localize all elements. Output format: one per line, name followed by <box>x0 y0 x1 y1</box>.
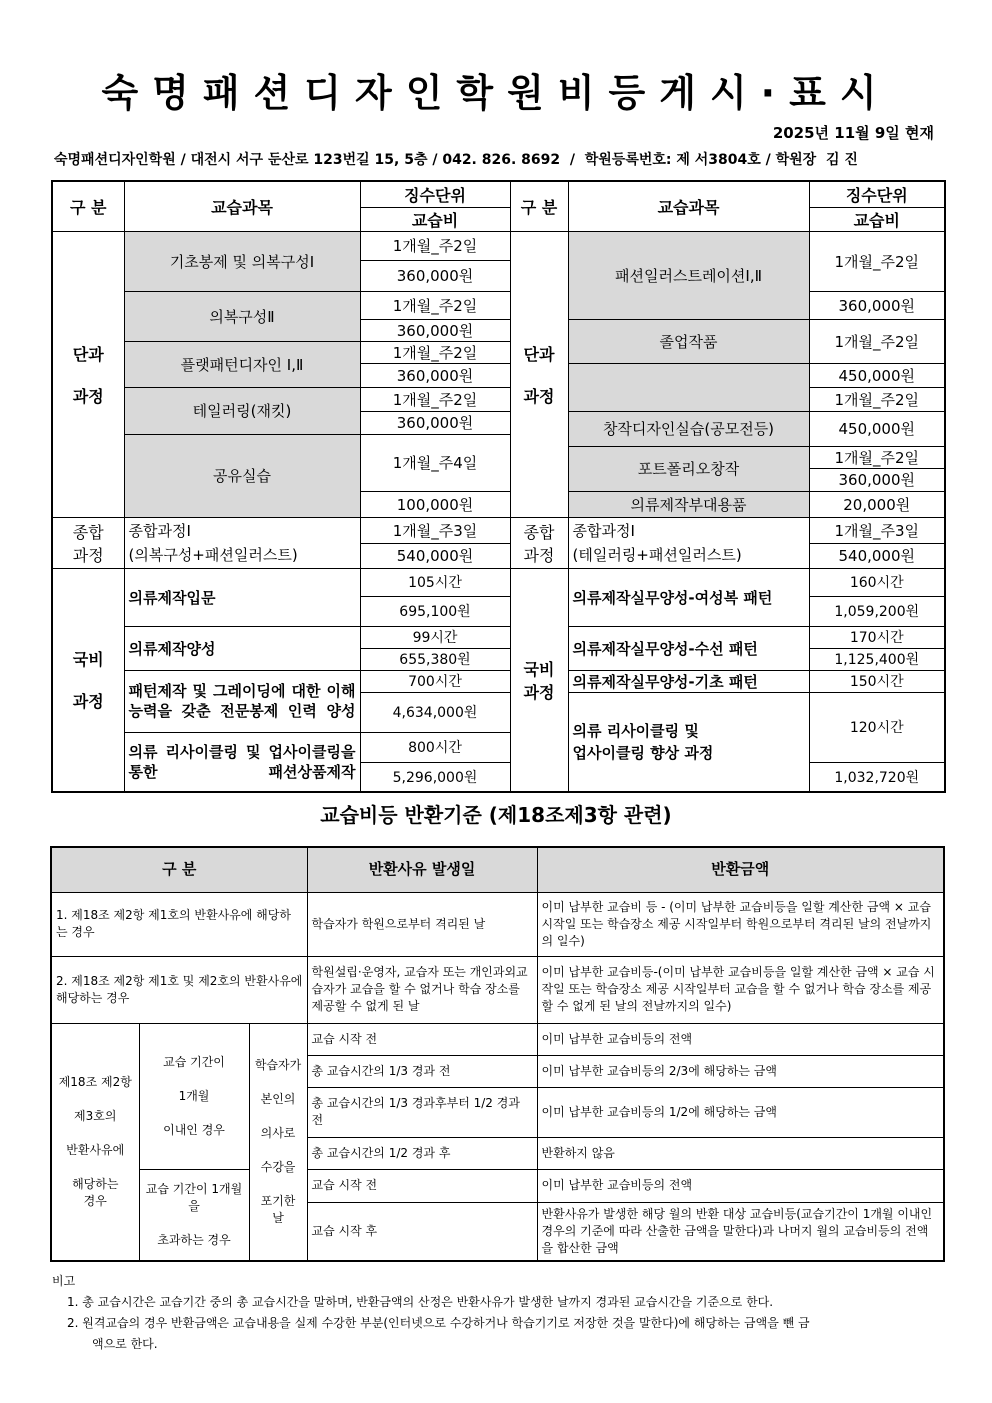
course-unit: 1개월_주2일 <box>809 231 945 291</box>
refund-category-3: 제18조 제2항 제3호의 반환사유에 해당하는 경우 <box>51 1023 139 1261</box>
course-fee: 100,000원 <box>360 491 510 517</box>
course-fee: 4,634,000원 <box>360 692 510 732</box>
course-unit: 700시간 <box>360 670 510 692</box>
header-category: 구 분 <box>510 181 568 231</box>
course-unit: 1개월_주3일 <box>360 517 510 543</box>
course-name: 플랫패턴디자인 Ⅰ,Ⅱ <box>124 341 360 387</box>
course-name <box>568 363 809 411</box>
course-fee: 540,000원 <box>809 543 945 568</box>
course-fee: 360,000원 <box>360 319 510 341</box>
refund-category: 1. 제18조 제2항 제1호의 반환사유에 해당하는 경우 <box>51 892 307 956</box>
refund-amount: 이미 납부한 교습비등-(이미 납부한 교습비등을 일할 계산한 금액 × 교습 시작일 또는 학습장소 제공 시작일부터 교습을 할 수 없거나 학습 장소를 제공 할 수 없게 된 날의 전날까지의 일수) <box>537 956 944 1023</box>
course-fee: 360,000원 <box>360 260 510 291</box>
header-unit: 징수단위 <box>360 181 510 207</box>
refund-self-withdrawal: 학습자가 본인의 의사로 수강을 포기한 날 <box>249 1023 307 1261</box>
category-single: 단과 과정 <box>510 231 568 517</box>
course-fee: 360,000원 <box>360 411 510 434</box>
refund-title: 교습비등 반환기준 (제18조제3항 관련) <box>320 803 672 827</box>
refund-date: 총 교습시간의 1/3 경과 전 <box>307 1055 537 1087</box>
course-name: 포트폴리오창작 <box>568 446 809 491</box>
refund-date: 교습 시작 전 <box>307 1169 537 1202</box>
course-unit: 1개월_주2일 <box>809 387 945 411</box>
course-unit: 150시간 <box>809 670 945 692</box>
course-fee: 360,000원 <box>809 291 945 319</box>
course-name: 의복구성Ⅱ <box>124 291 360 341</box>
header-fee: 교습비 <box>809 207 945 231</box>
course-unit: 1개월_주2일 <box>360 291 510 319</box>
category-single: 단과 과정 <box>52 231 124 517</box>
refund-amount: 이미 납부한 교습비등의 2/3에 해당하는 금액 <box>537 1055 944 1087</box>
course-name: 의류 리사이클링 및 업사이클링을 통한 패션상품제작 <box>124 732 360 792</box>
refund-table <box>50 846 945 1262</box>
refund-amount: 이미 납부한 교습비등의 1/2에 해당하는 금액 <box>537 1087 944 1137</box>
notes <box>52 1271 810 1355</box>
academy-info: 숙명패션디자인학원 / 대전시 서구 둔산로 123번길 15, 5층 / 042. 826. 8692 / 학원등록번호: 제 서3804호 / 학원장 김 진 <box>54 152 858 168</box>
category-national: 국비 과정 <box>510 568 568 792</box>
course-name: 기초봉제 및 의복구성Ⅰ <box>124 231 360 291</box>
refund-date: 학습자가 학원으로부터 격리된 날 <box>307 892 537 956</box>
course-fee: 450,000원 <box>809 363 945 387</box>
refund-date: 학원설립·운영자, 교습자 또는 개인과외교습자가 교습을 할 수 없거나 학습 장소를 제공할 수 없게 된 날 <box>307 956 537 1023</box>
course-unit: 105시간 <box>360 568 510 596</box>
course-name: 의류제작실무양성-기초 패턴 <box>568 670 809 692</box>
refund-header-amount: 반환금액 <box>537 847 944 892</box>
course-fee: 1,032,720원 <box>809 762 945 792</box>
course-unit: 1개월_주4일 <box>360 434 510 491</box>
course-name: 의류제작부대용품 <box>568 491 809 517</box>
notes-label: 비고 <box>52 1274 76 1288</box>
course-unit: 120시간 <box>809 692 945 762</box>
course-unit: 1개월_주2일 <box>809 446 945 468</box>
header-fee: 교습비 <box>360 207 510 231</box>
refund-amount: 이미 납부한 교습비등의 전액 <box>537 1023 944 1055</box>
course-unit: 1개월_주2일 <box>360 387 510 411</box>
course-unit: 1개월_주2일 <box>360 231 510 260</box>
refund-amount: 이미 납부한 교습비 등 - (이미 납부한 교습비등을 일할 계산한 금액 × 교습 시작일 또는 학습장소 제공 시작일부터 학원으로부터 격리된 날의 전날까지의 일수) <box>537 892 944 956</box>
refund-header-date: 반환사유 발생일 <box>307 847 537 892</box>
course-unit: 1개월_주2일 <box>809 319 945 363</box>
page-title: 숙명패션디자인학원비등게시·표시 <box>101 71 891 115</box>
header-course: 교습과목 <box>124 181 360 231</box>
course-name: 의류제작실무양성-수선 패턴 <box>568 626 809 670</box>
course-fee: 1,125,400원 <box>809 648 945 670</box>
refund-amount: 반환사유가 발생한 해당 월의 반환 대상 교습비등(교습기간이 1개월 이내인 경우의 기준에 따라 산출한 금액을 말한다)과 나머지 월의 교습비등의 전액을 합산한 금액 <box>537 1202 944 1261</box>
course-name: 공유실습 <box>124 434 360 517</box>
refund-date: 교습 시작 후 <box>307 1202 537 1261</box>
course-fee: 695,100원 <box>360 596 510 626</box>
header-category: 구 분 <box>52 181 124 231</box>
refund-date: 총 교습시간의 1/2 경과 후 <box>307 1137 537 1169</box>
course-fee: 360,000원 <box>360 363 510 387</box>
course-name: 의류제작양성 <box>124 626 360 670</box>
course-unit: 1개월_주3일 <box>809 517 945 543</box>
course-name: 의류제작실무양성-여성복 패턴 <box>568 568 809 626</box>
course-fee: 655,380원 <box>360 648 510 670</box>
course-name: 종합과정Ⅰ (테일러링+패션일러스트) <box>568 517 809 568</box>
course-unit: 99시간 <box>360 626 510 648</box>
note-2: 2. 원격교습의 경우 반환금액은 교습내용을 실제 수강한 부분(인터넷으로 수강하거나 학습기기로 저장한 것을 말한다)에 해당하는 금액을 뺀 금 <box>67 1316 810 1330</box>
note-1: 1. 총 교습시간은 교습기간 중의 총 교습시간을 말하며, 반환금액의 산정은 반환사유가 발생한 날까지 경과된 교습시간을 기준으로 한다. <box>67 1295 774 1309</box>
refund-over-month: 교습 기간이 1개월을 초과하는 경우 <box>139 1169 249 1261</box>
course-name: 창작디자인실습(공모전등) <box>568 411 809 446</box>
refund-category: 2. 제18조 제2항 제1호 및 제2호의 반환사유에 해당하는 경우 <box>51 956 307 1023</box>
refund-date: 총 교습시간의 1/3 경과후부터 1/2 경과 전 <box>307 1087 537 1137</box>
course-name: 의류제작입문 <box>124 568 360 626</box>
course-fee: 5,296,000원 <box>360 762 510 792</box>
refund-header-category: 구 분 <box>51 847 307 892</box>
course-fee: 360,000원 <box>809 468 945 491</box>
note-2-cont: 액으로 한다. <box>92 1337 158 1351</box>
course-name: 패션일러스트레이션Ⅰ,Ⅱ <box>568 231 809 319</box>
course-name: 종합과정Ⅰ (의복구성+패션일러스트) <box>124 517 360 568</box>
course-fee: 540,000원 <box>360 543 510 568</box>
course-name: 졸업작품 <box>568 319 809 363</box>
course-unit: 1개월_주2일 <box>360 341 510 363</box>
course-unit: 160시간 <box>809 568 945 596</box>
category-combined: 종합 과정 <box>52 517 124 568</box>
course-name: 패턴제작 및 그레이딩에 대한 이해 능력을 갖춘 전문봉제 인력 양성 <box>124 670 360 732</box>
refund-amount: 반환하지 않음 <box>537 1137 944 1169</box>
refund-within-month: 교습 기간이 1개월 이내인 경우 <box>139 1023 249 1169</box>
current-date: 2025년 11월 9일 현재 <box>772 124 934 142</box>
course-fee: 1,059,200원 <box>809 596 945 626</box>
course-name: 테일러링(재킷) <box>124 387 360 434</box>
course-unit: 170시간 <box>809 626 945 648</box>
category-national: 국비 과정 <box>52 568 124 792</box>
header-course: 교습과목 <box>568 181 809 231</box>
refund-amount: 이미 납부한 교습비등의 전액 <box>537 1169 944 1202</box>
course-unit: 800시간 <box>360 732 510 762</box>
course-fee: 450,000원 <box>809 411 945 446</box>
fee-table <box>51 180 946 793</box>
course-name: 의류 리사이클링 및 업사이클링 향상 과정 <box>568 692 809 792</box>
course-fee: 20,000원 <box>809 491 945 517</box>
refund-date: 교습 시작 전 <box>307 1023 537 1055</box>
category-combined: 종합 과정 <box>510 517 568 568</box>
header-unit: 징수단위 <box>809 181 945 207</box>
